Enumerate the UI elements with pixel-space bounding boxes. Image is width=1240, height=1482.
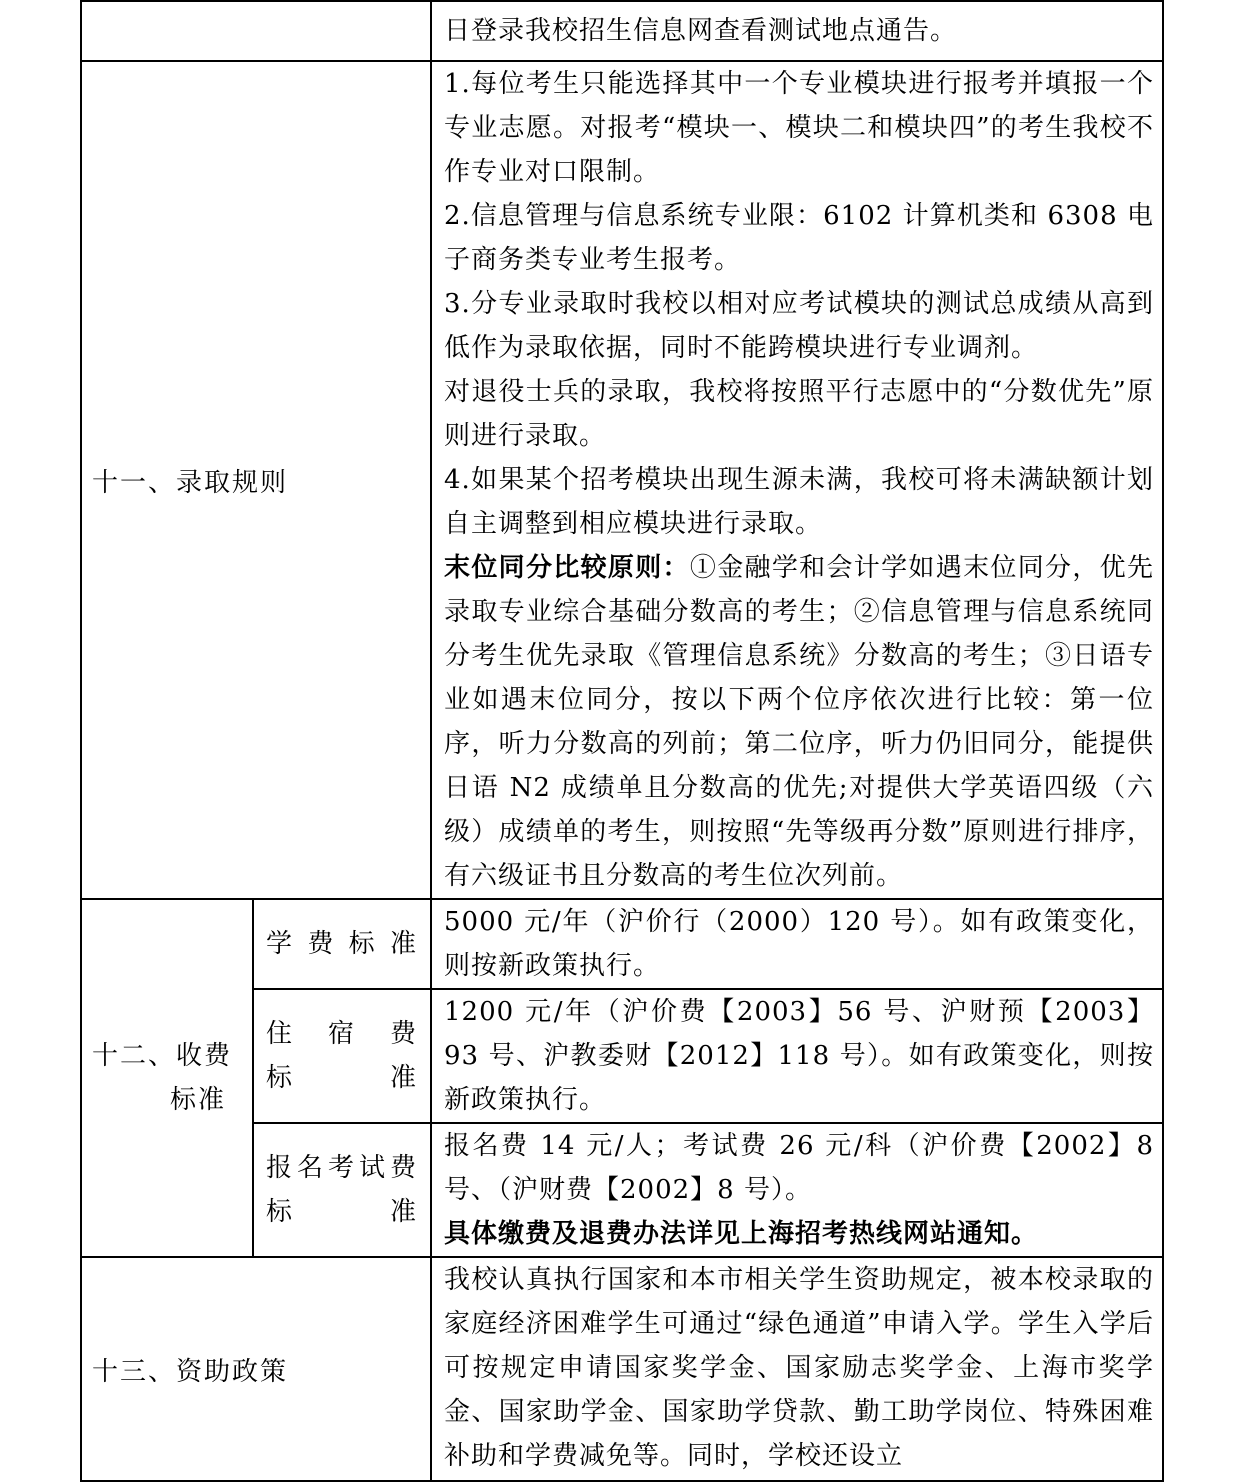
exam-fee bbox=[432, 1124, 1162, 1256]
rule-heading: 末位同分比较原则： bbox=[444, 553, 690, 583]
sub-label-cell bbox=[253, 989, 431, 1123]
sub-label-exam bbox=[254, 1146, 430, 1234]
rule-paragraph: 1.每位考生只能选择其中一个专业模块进行报考并填报一个专业志愿。对报考“模块一、模块二和模块四”的考生我校不作专业对口限制。 bbox=[444, 69, 1154, 187]
housing-text: 1200 元/年（沪价费【2003】56 号、沪财预【2003】93 号、沪教委财【2012】118 号）。如有政策变化，则按新政策执行。 bbox=[444, 997, 1154, 1115]
content-cell bbox=[431, 899, 1163, 989]
exam-fee-note: 具体缴费及退费办法详见上海招考热线网站通知。 bbox=[444, 1219, 1039, 1249]
table-row bbox=[81, 899, 1163, 989]
tuition-text: 5000 元/年（沪价行（2000）120 号）。如有政策变化，则按新政策执行。 bbox=[444, 907, 1154, 981]
content-cell bbox=[431, 989, 1163, 1123]
section-label-cell bbox=[81, 61, 431, 899]
section-label-fees bbox=[82, 1034, 252, 1122]
content-cell bbox=[431, 1123, 1163, 1257]
rule-paragraph: 对退役士兵的录取，我校将按照平行志愿中的“分数优先”原则进行录取。 bbox=[444, 377, 1154, 451]
sub-label-cell bbox=[253, 1123, 431, 1257]
rule-paragraph: 4.如果某个招考模块出现生源未满，我校可将未满缺额计划自主调整到相应模块进行录取。 bbox=[444, 465, 1154, 539]
sub-label-tuition: 学费标准 bbox=[266, 929, 418, 959]
table-row bbox=[81, 1, 1163, 61]
rule-paragraph bbox=[444, 546, 1154, 898]
sub-label-cell bbox=[253, 899, 431, 989]
label-line: 标准 bbox=[169, 1085, 226, 1115]
label-line: 十二、收费 bbox=[92, 1041, 233, 1071]
rule-paragraph: 3.分专业录取时我校以相对应考试模块的测试总成绩从高到低作为录取依据，同时不能跨模块进行专业调剂。 bbox=[444, 289, 1154, 363]
aid-text: 我校认真执行国家和本市相关学生资助规定，被本校录取的家庭经济困难学生可通过“绿色通道”申请入学。学生入学后可按规定申请国家奖学金、国家励志奖学金、上海市奖学金、国家助学金、国家助学贷款、勤工助学岗位、特殊困难补助和学费减免等。同时，学校还设立 bbox=[444, 1265, 1154, 1471]
content-cell bbox=[431, 1257, 1163, 1481]
notice-text: 日登录我校招生信息网查看测试地点通告。 bbox=[444, 16, 958, 46]
admission-rules bbox=[432, 62, 1162, 898]
sub-label-housing bbox=[254, 1012, 430, 1100]
label-line: 标准 bbox=[266, 1063, 418, 1093]
content-cell bbox=[431, 61, 1163, 899]
rule-paragraph: 2.信息管理与信息系统专业限：6102 计算机类和 6308 电子商务类专业考生报考。 bbox=[444, 201, 1154, 275]
table-row bbox=[81, 61, 1163, 899]
section-label-admission: 十一、录取规则 bbox=[92, 467, 289, 498]
label-line: 标准 bbox=[266, 1197, 418, 1227]
label-line: 住宿费 bbox=[266, 1019, 418, 1049]
table-row bbox=[81, 1257, 1163, 1481]
rule-text: ①金融学和会计学如遇末位同分，优先录取专业综合基础分数高的考生；②信息管理与信息系统同分考生优先录取《管理信息系统》分数高的考生；③日语专业如遇末位同分，按以下两个位序依次进行比较：第一位序，听力分数高的列前；第二位序，听力仍旧同分，能提供日语 N2 成绩单且分数高的优先;对提供大学英语四级（六级）成绩单的考生，则按照“先等级再分数”原则进行排序，有六级证书且分数高的考生位次列前。 bbox=[444, 553, 1154, 891]
section-label-aid: 十三、资助政策 bbox=[92, 1356, 289, 1387]
label-line: 报名考试费 bbox=[266, 1153, 418, 1183]
section-label-cell bbox=[81, 1257, 431, 1481]
admissions-table bbox=[80, 0, 1164, 1482]
content-cell bbox=[431, 1, 1163, 61]
empty-label-cell bbox=[81, 1, 431, 61]
exam-fee-text: 报名费 14 元/人；考试费 26 元/科（沪价费【2002】8 号、（沪财费【2002】8 号）。 bbox=[444, 1131, 1154, 1205]
section-label-cell bbox=[81, 899, 253, 1257]
